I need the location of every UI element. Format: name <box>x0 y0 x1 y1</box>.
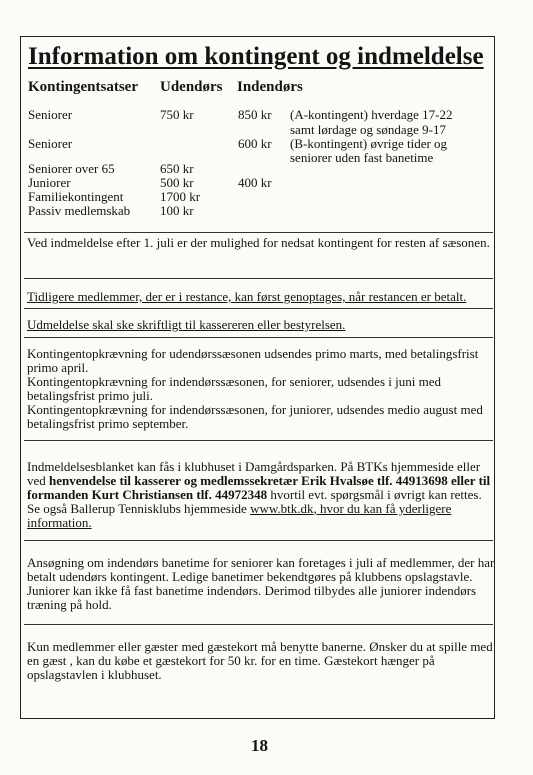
row-indoor: 850 kr <box>238 107 272 122</box>
arrears-note: Tidligere medlemmer, der er i restance, kan først genoptages, når restancen er betalt. <box>27 289 467 304</box>
page-number: 18 <box>251 736 268 755</box>
resignation-note: Udmeldelse skal ske skriftligt til kassereren eller bestyrelsen. <box>27 317 346 332</box>
row-indoor: 600 kr <box>238 136 272 151</box>
billing-indoor-juniors: Kontingentopkrævning for indendørssæsonen, for juniorer, udsendes medio august med betalingsfrist primo september. <box>27 402 483 431</box>
junior-court-note: Juniorer kan ikke få fast banetime indendørs. Derimod tilbydes alle juniorer indendørs træning på hold. <box>27 583 477 612</box>
kontingent-note: (B-kontingent) øvrige tider og <box>290 136 448 151</box>
divider <box>24 540 493 541</box>
divider <box>24 624 493 625</box>
header-indoor: Indendørs <box>237 79 303 95</box>
billing-indoor-seniors: Kontingentopkrævning for indendørssæsonen, for seniorer, udsendes i juni med betalingsfrist primo juli. <box>27 374 441 403</box>
row-category: Juniorer <box>28 175 71 190</box>
kontingent-note: samt lørdage og søndage 9-17 <box>290 122 446 137</box>
row-category: Passiv medlemskab <box>28 203 131 218</box>
signup-text: , hvor du kan få yderligere information. <box>27 501 452 530</box>
row-outdoor: 100 kr <box>160 203 194 218</box>
row-outdoor: 650 kr <box>160 161 194 176</box>
contact-info: henvendelse til kasserer og medlemssekretær Erik Hvalsøe tlf. 44913698 eller til formanden Kurt Christiansen tlf. 44972348 <box>27 473 491 502</box>
row-category: Seniorer over 65 <box>28 161 115 176</box>
guest-card-note: Kun medlemmer eller gæster med gæstekort må benytte banerne. Ønsker du at spille med en gæst , kan du købe et gæstekort for 50 kr. for en time. Gæstekort hænger på opslagstavlen i klubhuset. <box>27 639 493 682</box>
row-outdoor: 750 kr <box>160 107 194 122</box>
billing-outdoor: Kontingentopkrævning for udendørssæsonen udsendes primo marts, med betalingsfrist primo april. <box>27 346 479 375</box>
row-category: Seniorer <box>28 136 73 151</box>
row-category: Seniorer <box>28 107 73 122</box>
row-indoor: 400 kr <box>238 175 272 190</box>
row-category: Familiekontingent <box>28 189 124 204</box>
row-outdoor: 500 kr <box>160 175 194 190</box>
kontingent-note: (A-kontingent) hverdage 17-22 <box>290 107 453 122</box>
late-signup-note: Ved indmeldelse efter 1. juli er der mulighed for nedsat kontingent for resten af sæsonen. <box>27 235 490 250</box>
signup-text: Indmeldelsesblanket kan fås i klubhuset i Damgårdsparken. På BTKs hjemmeside eller ved <box>27 459 481 488</box>
divider <box>24 278 493 279</box>
billing-section <box>27 347 497 431</box>
divider <box>24 232 493 233</box>
row-outdoor: 1700 kr <box>160 189 201 204</box>
divider <box>24 308 493 309</box>
signup-text: Se også Ballerup Tennisklubs hjemmeside <box>27 501 247 516</box>
kontingent-note: seniorer uden fast banetime <box>290 150 434 165</box>
divider <box>24 440 493 441</box>
signup-text: hvortil evt. spørgsmål i øvrigt kan rettes. <box>270 487 482 502</box>
court-section <box>27 556 497 612</box>
header-category: Kontingentsatser <box>28 79 138 95</box>
header-outdoor: Udendørs <box>160 79 223 95</box>
senior-court-note: Ansøgning om indendørs banetime for seniorer kan foretages i juli af medlemmer, der har betalt udendørs kontingent. Ledige banetimer bekendtgøres på klubbens opslagstavle. <box>27 555 495 584</box>
signup-section <box>27 460 497 530</box>
divider <box>24 337 493 338</box>
website-link[interactable]: www.btk.dk <box>250 501 314 516</box>
page-title: Information om kontingent og indmeldelse <box>28 43 484 70</box>
